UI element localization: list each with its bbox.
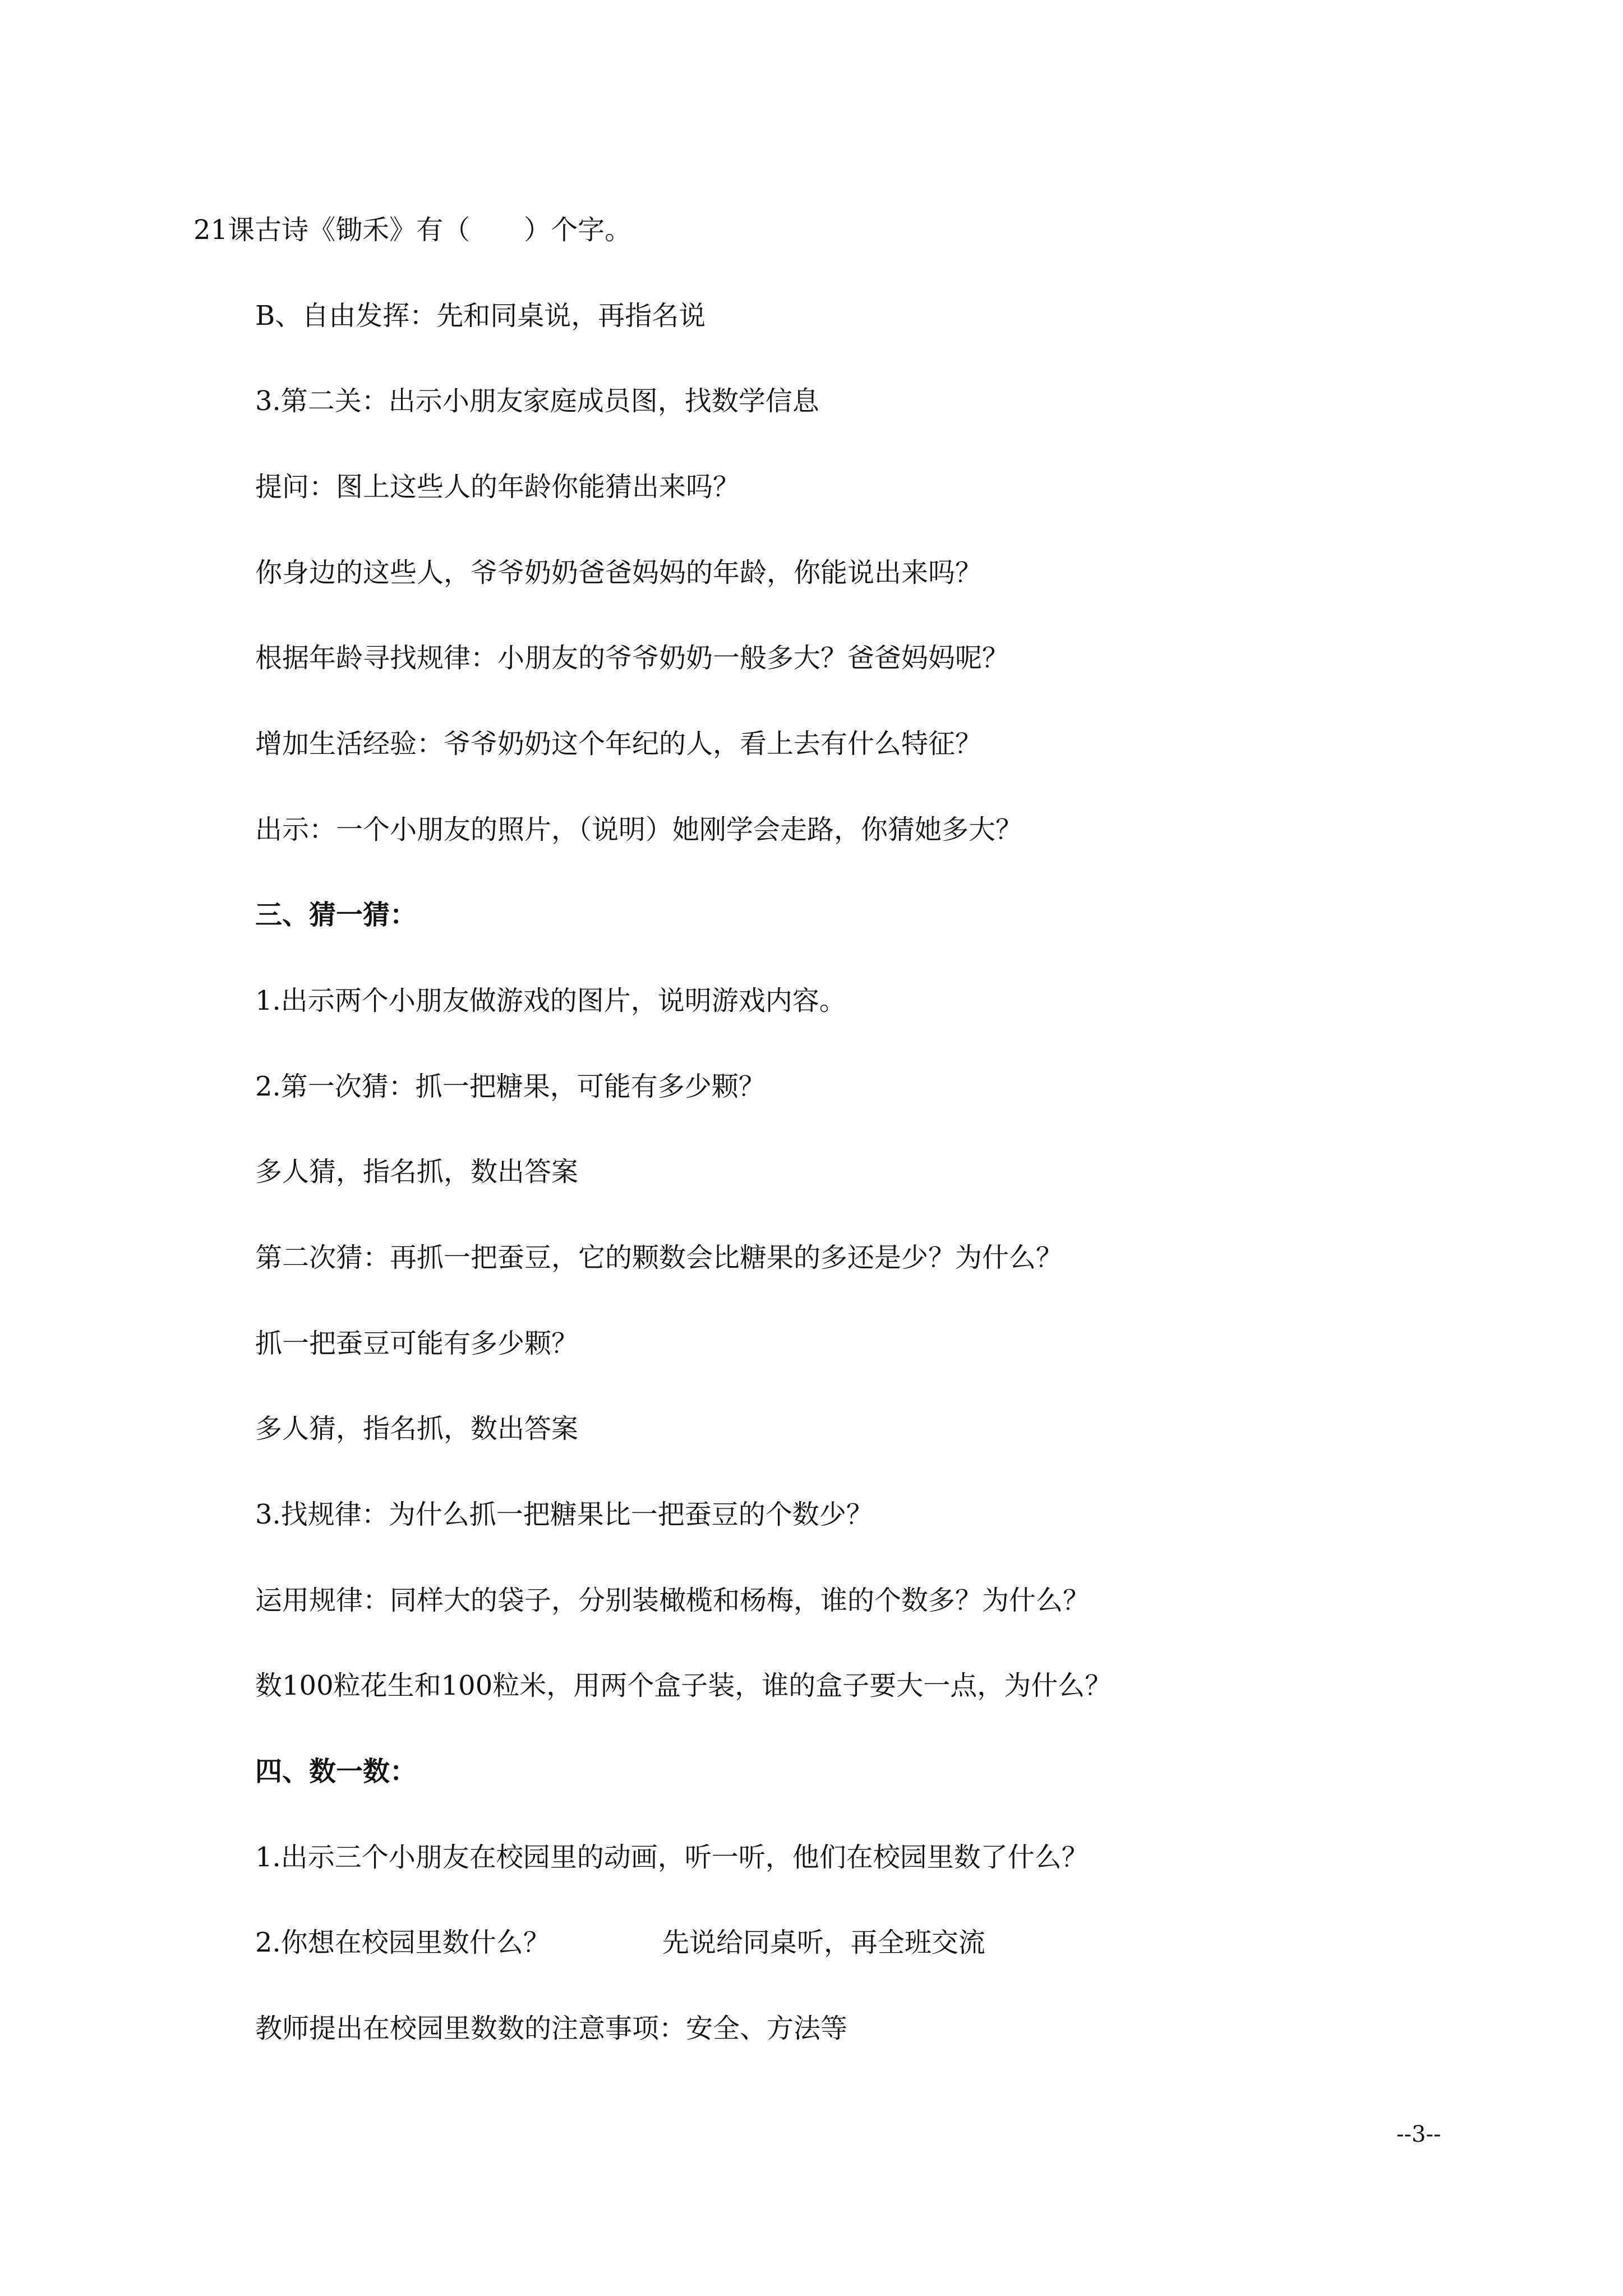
section-heading: 四、数一数： (255, 1756, 417, 1787)
text-line: 3.找规律：为什么抓一把糖果比一把蚕豆的个数少？ (255, 1499, 873, 1530)
text-line: 2.第一次猜：抓一把糖果，可能有多少颗？ (255, 1071, 766, 1102)
text-line: 3.第二关：出示小朋友家庭成员图，找数学信息 (255, 385, 819, 417)
page-number: --3-- (1396, 2122, 1441, 2147)
text-line: 21课古诗《锄禾》有（ ）个字。 (193, 214, 632, 246)
text-line: 第二次猜：再抓一把蚕豆，它的颗数会比糖果的多还是少？为什么？ (255, 1242, 1063, 1273)
text-line: 多人猜，指名抓，数出答案 (255, 1413, 579, 1444)
section-heading: 三、猜一猜： (255, 899, 417, 931)
text-line-with-gap (255, 1926, 985, 1959)
text-line: 增加生活经验：爷爷奶奶这个年纪的人，看上去有什么特征？ (255, 728, 983, 760)
text-segment: 2.你想在校园里数什么？ (255, 1927, 550, 1958)
text-line: 你身边的这些人，爷爷奶奶爸爸妈妈的年龄，你能说出来吗？ (255, 557, 983, 588)
text-line: 数100粒花生和100粒米，用两个盒子装，谁的盒子要大一点，为什么？ (255, 1670, 1112, 1701)
text-line: 抓一把蚕豆可能有多少颗？ (255, 1328, 579, 1359)
text-line: 1.出示两个小朋友做游戏的图片，说明游戏内容。 (255, 985, 846, 1016)
text-segment: 先说给同桌听，再全班交流 (662, 1927, 985, 1958)
text-line: 多人猜，指名抓，数出答案 (255, 1156, 579, 1188)
text-line: 根据年龄寻找规律：小朋友的爷爷奶奶一般多大？爸爸妈妈呢？ (255, 642, 1009, 674)
text-line: 运用规律：同样大的袋子，分别装橄榄和杨梅，谁的个数多？为什么？ (255, 1585, 1090, 1616)
text-line: 提问：图上这些人的年龄你能猜出来吗？ (255, 471, 740, 503)
text-line: B、自由发挥：先和同桌说，再指名说 (255, 300, 706, 332)
text-line: 出示：一个小朋友的照片，（说明）她刚学会走路，你猜她多大？ (255, 814, 1023, 845)
text-line: 教师提出在校园里数数的注意事项：安全、方法等 (255, 2013, 848, 2044)
text-line: 1.出示三个小朋友在校园里的动画，听一听，他们在校园里数了什么？ (255, 1842, 1089, 1873)
